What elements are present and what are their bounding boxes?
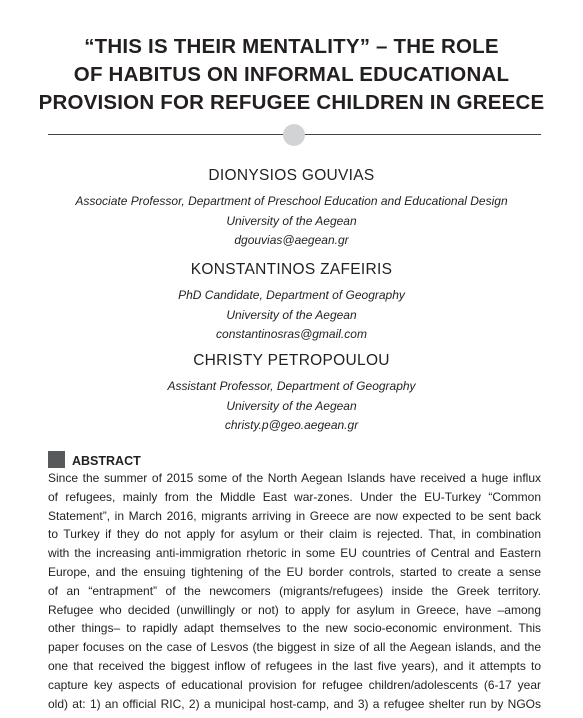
title-line: OF HABITUS ON INFORMAL EDUCATIONAL <box>73 63 510 86</box>
author-name: DIONYSIOS GOUVIAS <box>208 167 375 184</box>
abstract-line: of an “entrapment” of the newcomers (migrants/refugees) inside the Greek territory. <box>48 583 541 598</box>
abstract-line: Europe, and the ensuing tightening of the EU border controls, started to create a sense <box>48 564 541 579</box>
abstract-line: other things– to rapidly adapt themselves to the new socio-economic environment. This <box>48 621 541 636</box>
author-position: PhD Candidate, Department of Geography <box>178 288 405 302</box>
author-2 <box>0 260 583 345</box>
title-line: PROVISION FOR REFUGEE CHILDREN IN GREECE <box>38 91 545 114</box>
author-name: KONSTANTINOS ZAFEIRIS <box>190 261 393 278</box>
divider-dot <box>283 124 305 146</box>
author-university: University of the Aegean <box>226 213 357 228</box>
abstract-line: to Turkey if they do not apply for asylum or their claim is rejected. That, in combination <box>48 527 541 542</box>
abstract-line: of refugees, mainly from the Middle East war-zones. Under the EU-Turkey “Common <box>48 489 541 504</box>
paper-title <box>20 33 563 117</box>
section-marker-icon <box>48 451 65 468</box>
author-university: University of the Aegean <box>226 307 357 322</box>
title-line: “THIS IS THEIR MENTALITY” – THE ROLE <box>84 35 499 58</box>
author-position: Associate Professor, Department of Preschool Education and Educational Design <box>75 194 508 208</box>
abstract-line: Refugee who decided (unwillingly or not) to apply for asylum in Greece, have –among <box>48 602 541 617</box>
author-email: christy.p@geo.aegean.gr <box>224 418 359 432</box>
abstract-line: Statement”, in March 2016, migrants arriving in Greece are now expected to be sent back <box>48 508 541 523</box>
author-position: Assistant Professor, Department of Geography <box>167 379 416 393</box>
abstract-heading-text: ABSTRACT <box>72 454 141 468</box>
author-university: University of the Aegean <box>226 398 357 413</box>
abstract-line: old) at: 1) an official RIC, 2) a municipal host-camp, and 3) a refugee shelter run by NGOs <box>48 696 541 711</box>
author-1 <box>0 166 583 251</box>
author-email: constantinosras@gmail.com <box>216 327 367 341</box>
abstract-line: capture key aspects of educational provision for refugee children/adolescents (6-17 year <box>48 677 541 692</box>
abstract-line: Since the summer of 2015 some of the North Aegean Islands have received a huge influx <box>48 471 541 485</box>
abstract-line: one that received the biggest inflow of refugees in the last five years), and it attempts to <box>48 658 541 673</box>
abstract-line: paper focuses on the case of Lesvos (the biggest in size of all the Aegean islands, and the <box>48 640 541 655</box>
author-email: dgouvias@aegean.gr <box>234 233 349 247</box>
author-name: CHRISTY PETROPOULOU <box>193 352 390 369</box>
abstract-body <box>48 469 541 713</box>
abstract-line: with the increasing anti-immigration rhetoric in some EU countries of Central and Eastern <box>48 546 541 561</box>
author-3 <box>0 351 583 436</box>
